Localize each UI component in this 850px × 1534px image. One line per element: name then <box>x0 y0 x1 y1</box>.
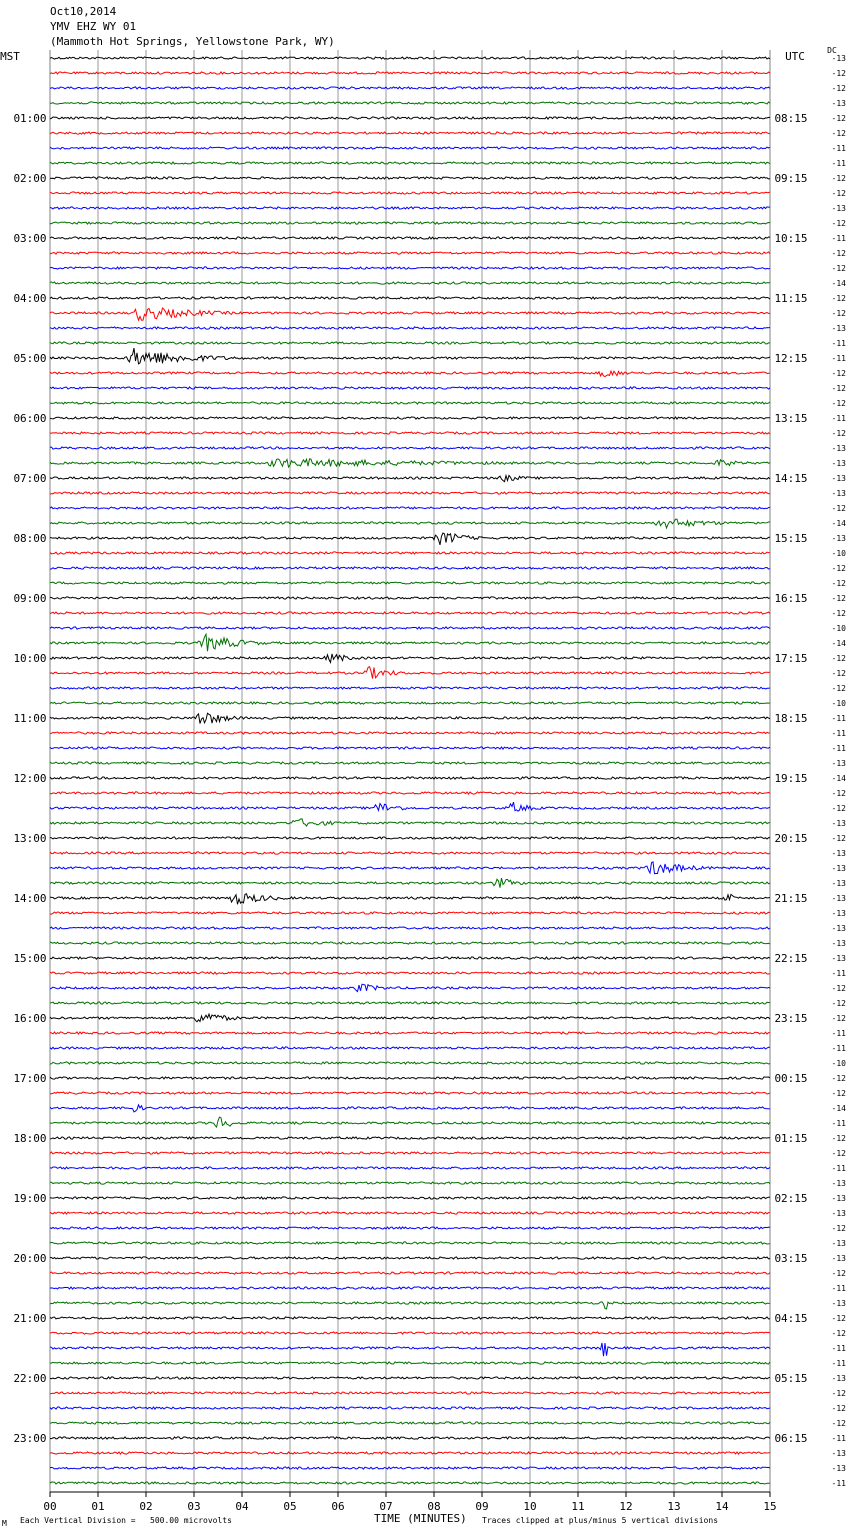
trace-line <box>50 252 770 254</box>
trace-line <box>50 237 770 239</box>
trace-line <box>50 1077 770 1079</box>
dc-offset-label: -11 <box>831 414 846 423</box>
left-hour-label: 04:00 <box>13 292 47 305</box>
left-hour-label: 13:00 <box>13 832 47 845</box>
dc-offset-label: -10 <box>831 624 846 633</box>
trace-line <box>50 1117 770 1127</box>
trace-line <box>50 222 770 224</box>
trace-line <box>50 1152 770 1154</box>
dc-offset-label: -13 <box>831 459 846 468</box>
dc-offset-label: -12 <box>831 654 846 663</box>
trace-line <box>50 1482 770 1484</box>
trace-line <box>50 1062 770 1064</box>
trace-line <box>50 192 770 194</box>
dc-offset-label: -12 <box>831 1389 846 1398</box>
right-hour-label: 03:15 <box>774 1252 808 1265</box>
right-hour-label: 10:15 <box>774 232 808 245</box>
dc-offset-label: -12 <box>831 189 846 198</box>
dc-offset-label: -13 <box>831 1239 846 1248</box>
right-hour-label: 09:15 <box>774 172 808 185</box>
header-date: Oct10,2014 <box>50 5 117 18</box>
left-hour-label: 15:00 <box>13 952 47 965</box>
trace-line <box>50 447 770 449</box>
left-hour-label: 11:00 <box>13 712 47 725</box>
dc-offset-label: -13 <box>831 489 846 498</box>
trace-line <box>50 1227 770 1229</box>
trace-line <box>50 402 770 404</box>
dc-offset-label: -13 <box>831 1209 846 1218</box>
trace-line <box>50 1332 770 1334</box>
left-hour-label: 16:00 <box>13 1012 47 1025</box>
dc-offset-label: -11 <box>831 1119 846 1128</box>
dc-offset-label: -12 <box>831 504 846 513</box>
trace-line <box>50 348 770 364</box>
trace-line <box>50 567 770 569</box>
trace-line <box>50 1422 770 1424</box>
left-hour-label: 05:00 <box>13 352 47 365</box>
dc-offset-label: -11 <box>831 1344 846 1353</box>
dc-offset-label: -12 <box>831 999 846 1008</box>
dc-offset-label: -12 <box>831 429 846 438</box>
dc-offset-label: -13 <box>831 849 846 858</box>
dc-offset-label: -10 <box>831 549 846 558</box>
trace-line <box>50 117 770 119</box>
left-hour-label: 20:00 <box>13 1252 47 1265</box>
trace-line <box>50 942 770 944</box>
trace-line <box>50 1092 770 1094</box>
trace-line <box>50 732 770 734</box>
trace-line <box>50 1212 770 1214</box>
dc-offset-label: -13 <box>831 879 846 888</box>
right-hour-label: 13:15 <box>774 412 808 425</box>
left-hour-label: 17:00 <box>13 1072 47 1085</box>
dc-offset-label: -13 <box>831 444 846 453</box>
right-hour-label: 04:15 <box>774 1312 808 1325</box>
dc-offset-label: -12 <box>831 129 846 138</box>
trace-line <box>50 1014 770 1022</box>
trace-line <box>50 308 770 320</box>
left-hour-label: 01:00 <box>13 112 47 125</box>
trace-line <box>50 459 770 467</box>
trace-line <box>50 1137 770 1139</box>
dc-offset-label: -13 <box>831 954 846 963</box>
dc-offset-label: -14 <box>831 639 846 648</box>
trace-line <box>50 132 770 134</box>
trace-line <box>50 612 770 614</box>
right-hour-label: 14:15 <box>774 472 808 485</box>
left-hour-label: 07:00 <box>13 472 47 485</box>
dc-offset-label: -13 <box>831 99 846 108</box>
trace-line <box>50 267 770 269</box>
dc-offset-label: -13 <box>831 324 846 333</box>
right-hour-label: 02:15 <box>774 1192 808 1205</box>
dc-offset-label: -13 <box>831 1374 846 1383</box>
right-hour-label: 21:15 <box>774 892 808 905</box>
right-hour-label: 00:15 <box>774 1072 808 1085</box>
trace-line <box>50 702 770 704</box>
trace-line <box>50 1407 770 1409</box>
x-tick-label: 05 <box>283 1500 297 1513</box>
dc-offset-label: -12 <box>831 294 846 303</box>
trace-line <box>50 972 770 974</box>
x-tick-label: 13 <box>667 1500 681 1513</box>
trace-line <box>50 597 770 599</box>
left-hour-label: 10:00 <box>13 652 47 665</box>
right-hour-label: 23:15 <box>774 1012 808 1025</box>
dc-offset-label: -11 <box>831 339 846 348</box>
dc-offset-label: -13 <box>831 534 846 543</box>
dc-offset-label: -12 <box>831 69 846 78</box>
trace-line <box>50 634 770 651</box>
dc-offset-label: -12 <box>831 609 846 618</box>
trace-line <box>50 1002 770 1004</box>
dc-offset-label: -12 <box>831 264 846 273</box>
dc-offset-label: -12 <box>831 1149 846 1158</box>
x-tick-label: 00 <box>43 1500 57 1513</box>
trace-line <box>50 492 770 494</box>
x-tick-label: 04 <box>235 1500 249 1513</box>
trace-line <box>50 762 770 764</box>
clip-note: Traces clipped at plus/minus 5 vertical divisions <box>482 1516 719 1525</box>
trace-line <box>50 87 770 89</box>
trace-line <box>50 207 770 209</box>
left-hour-label: 02:00 <box>13 172 47 185</box>
left-hour-label: 12:00 <box>13 772 47 785</box>
dc-offset-label: -13 <box>831 909 846 918</box>
dc-offset-label: -11 <box>831 714 846 723</box>
trace-line <box>50 102 770 104</box>
trace-line <box>50 1047 770 1049</box>
dc-offset-label: -13 <box>831 474 846 483</box>
left-hour-label: 14:00 <box>13 892 47 905</box>
left-hour-label: 19:00 <box>13 1192 47 1205</box>
x-tick-label: 10 <box>523 1500 537 1513</box>
trace-line <box>50 1392 770 1394</box>
dc-offset-label: -11 <box>831 1029 846 1038</box>
right-hour-label: 06:15 <box>774 1432 808 1445</box>
left-hour-label: 18:00 <box>13 1132 47 1145</box>
trace-line <box>50 1242 770 1244</box>
dc-offset-label: -12 <box>831 1269 846 1278</box>
dc-offset-label: -12 <box>831 804 846 813</box>
trace-line <box>50 894 770 905</box>
dc-offset-label: -11 <box>831 969 846 978</box>
dc-offset-label: -12 <box>831 1314 846 1323</box>
axis-labels <box>0 46 846 1513</box>
trace-line <box>50 1167 770 1169</box>
dc-offset-label: -12 <box>831 1224 846 1233</box>
trace-line <box>50 747 770 749</box>
x-tick-label: 06 <box>331 1500 345 1513</box>
dc-offset-label: -11 <box>831 354 846 363</box>
x-tick-label: 11 <box>571 1500 585 1513</box>
trace-line <box>50 1452 770 1454</box>
trace-line <box>50 687 770 689</box>
trace-line <box>50 927 770 929</box>
dc-offset-label: -12 <box>831 399 846 408</box>
dc-offset-label: -14 <box>831 279 846 288</box>
trace-line <box>50 297 770 299</box>
dc-offset-label: -11 <box>831 159 846 168</box>
dc-offset-label: -12 <box>831 684 846 693</box>
right-hour-label: 11:15 <box>774 292 808 305</box>
trace-line <box>50 1362 770 1364</box>
corner-mark: M <box>2 1519 7 1528</box>
trace-line <box>50 667 770 679</box>
left-hour-label: 08:00 <box>13 532 47 545</box>
left-hour-label: 09:00 <box>13 592 47 605</box>
dc-offset-label: -11 <box>831 744 846 753</box>
trace-line <box>50 1032 770 1034</box>
left-hour-label: 21:00 <box>13 1312 47 1325</box>
dc-offset-label: -12 <box>831 1014 846 1023</box>
trace-line <box>50 387 770 389</box>
trace-line <box>50 1105 770 1112</box>
right-hour-label: 08:15 <box>774 112 808 125</box>
trace-line <box>50 713 770 723</box>
trace-line <box>50 371 770 377</box>
dc-offset-label: -11 <box>831 729 846 738</box>
right-hour-label: 19:15 <box>774 772 808 785</box>
trace-line <box>50 802 770 811</box>
dc-offset-label: -12 <box>831 1404 846 1413</box>
dc-offset-label: -13 <box>831 759 846 768</box>
dc-offset-label: -11 <box>831 1359 846 1368</box>
trace-line <box>50 507 770 509</box>
dc-offset-label: -13 <box>831 1449 846 1458</box>
trace-line <box>50 519 770 528</box>
trace-line <box>50 1287 770 1289</box>
dc-header-label: DC <box>827 46 837 55</box>
trace-line <box>50 862 770 874</box>
dc-offset-label: -13 <box>831 819 846 828</box>
dc-offset-label: -12 <box>831 114 846 123</box>
dc-offset-label: -13 <box>831 1194 846 1203</box>
right-hour-label: 15:15 <box>774 532 808 545</box>
dc-offset-label: -11 <box>831 1434 846 1443</box>
right-hour-label: 01:15 <box>774 1132 808 1145</box>
x-tick-label: 09 <box>475 1500 489 1513</box>
left-hour-label: 03:00 <box>13 232 47 245</box>
left-timezone-label: MST <box>0 50 20 63</box>
dc-offset-label: -12 <box>831 594 846 603</box>
dc-offset-label: -12 <box>831 984 846 993</box>
left-hour-label: 23:00 <box>13 1432 47 1445</box>
trace-line <box>50 1197 770 1199</box>
dc-offset-label: -13 <box>831 1299 846 1308</box>
dc-offset-label: -13 <box>831 864 846 873</box>
dc-offset-label: -12 <box>831 669 846 678</box>
trace-line <box>50 432 770 434</box>
dc-offset-label: -11 <box>831 1284 846 1293</box>
dc-offset-label: -13 <box>831 1179 846 1188</box>
trace-line <box>50 627 770 629</box>
trace-line <box>50 792 770 794</box>
dc-offset-label: -12 <box>831 369 846 378</box>
dc-offset-label: -11 <box>831 234 846 243</box>
trace-line <box>50 837 770 839</box>
trace-line <box>50 147 770 149</box>
dc-offset-label: -10 <box>831 1059 846 1068</box>
x-tick-label: 07 <box>379 1500 393 1513</box>
trace-line <box>50 57 770 59</box>
dc-offset-label: -13 <box>831 1464 846 1473</box>
trace-line <box>50 475 770 481</box>
trace-line <box>50 1257 770 1259</box>
dc-offset-label: -11 <box>831 1479 846 1488</box>
x-tick-label: 08 <box>427 1500 441 1513</box>
dc-offset-label: -13 <box>831 54 846 63</box>
dc-offset-label: -14 <box>831 519 846 528</box>
x-tick-label: 14 <box>715 1500 729 1513</box>
right-hour-label: 12:15 <box>774 352 808 365</box>
right-timezone-label: UTC <box>785 50 805 63</box>
right-hour-label: 20:15 <box>774 832 808 845</box>
dc-offset-label: -12 <box>831 1419 846 1428</box>
trace-line <box>50 1377 770 1379</box>
x-axis-title: TIME (MINUTES) <box>374 1512 467 1525</box>
dc-offset-label: -12 <box>831 249 846 258</box>
trace-line <box>50 177 770 179</box>
dc-offset-label: -12 <box>831 1329 846 1338</box>
dc-offset-label: -13 <box>831 939 846 948</box>
dc-offset-label: -14 <box>831 1104 846 1113</box>
left-hour-label: 06:00 <box>13 412 47 425</box>
dc-offset-label: -12 <box>831 789 846 798</box>
trace-line <box>50 1317 770 1319</box>
trace-line <box>50 582 770 584</box>
dc-offset-label: -12 <box>831 1074 846 1083</box>
trace-line <box>50 1272 770 1274</box>
trace-line <box>50 1343 770 1356</box>
right-hour-label: 16:15 <box>774 592 808 605</box>
right-hour-label: 18:15 <box>774 712 808 725</box>
scale-note: Each Vertical Division = 500.00 microvolts <box>20 1516 232 1525</box>
trace-line <box>50 1437 770 1439</box>
dc-offset-label: -11 <box>831 144 846 153</box>
trace-line <box>50 327 770 329</box>
header-station: YMV EHZ WY 01 <box>50 20 137 33</box>
left-hour-label: 22:00 <box>13 1372 47 1385</box>
trace-line <box>50 282 770 284</box>
trace-line <box>50 777 770 779</box>
dc-offset-label: -10 <box>831 699 846 708</box>
trace-line <box>50 1182 770 1184</box>
dc-offset-label: -12 <box>831 1134 846 1143</box>
trace-line <box>50 878 770 888</box>
trace-line <box>50 957 770 959</box>
dc-offset-label: -12 <box>831 219 846 228</box>
trace-line <box>50 533 770 545</box>
dc-offset-label: -12 <box>831 384 846 393</box>
dc-offset-label: -12 <box>831 1089 846 1098</box>
dc-offset-label: -12 <box>831 174 846 183</box>
trace-line <box>50 162 770 164</box>
trace-line <box>50 984 770 991</box>
dc-offset-label: -12 <box>831 834 846 843</box>
dc-offset-label: -11 <box>831 1044 846 1053</box>
dc-offset-label: -13 <box>831 204 846 213</box>
dc-offset-label: -11 <box>831 1164 846 1173</box>
trace-line <box>50 417 770 419</box>
dc-offset-label: -13 <box>831 1254 846 1263</box>
dc-offset-label: -12 <box>831 564 846 573</box>
right-hour-label: 17:15 <box>774 652 808 665</box>
dc-offset-label: -13 <box>831 894 846 903</box>
trace-line <box>50 654 770 663</box>
x-tick-label: 03 <box>187 1500 201 1513</box>
dc-offset-label: -12 <box>831 309 846 318</box>
trace-line <box>50 852 770 854</box>
right-hour-label: 22:15 <box>774 952 808 965</box>
trace-line <box>50 1467 770 1469</box>
seismic-traces <box>50 57 770 1484</box>
x-tick-label: 12 <box>619 1500 633 1513</box>
x-tick-label: 01 <box>91 1500 105 1513</box>
trace-line <box>50 912 770 914</box>
x-tick-label: 02 <box>139 1500 153 1513</box>
trace-line <box>50 552 770 554</box>
dc-offset-label: -12 <box>831 579 846 588</box>
trace-line <box>50 1302 770 1309</box>
header-location: (Mammoth Hot Springs, Yellowstone Park, WY) <box>50 35 335 48</box>
x-tick-label: 15 <box>763 1500 777 1513</box>
trace-line <box>50 819 770 826</box>
dc-offset-label: -13 <box>831 924 846 933</box>
trace-line <box>50 342 770 344</box>
dc-offset-label: -12 <box>831 84 846 93</box>
right-hour-label: 05:15 <box>774 1372 808 1385</box>
dc-offset-label: -14 <box>831 774 846 783</box>
trace-line <box>50 72 770 74</box>
